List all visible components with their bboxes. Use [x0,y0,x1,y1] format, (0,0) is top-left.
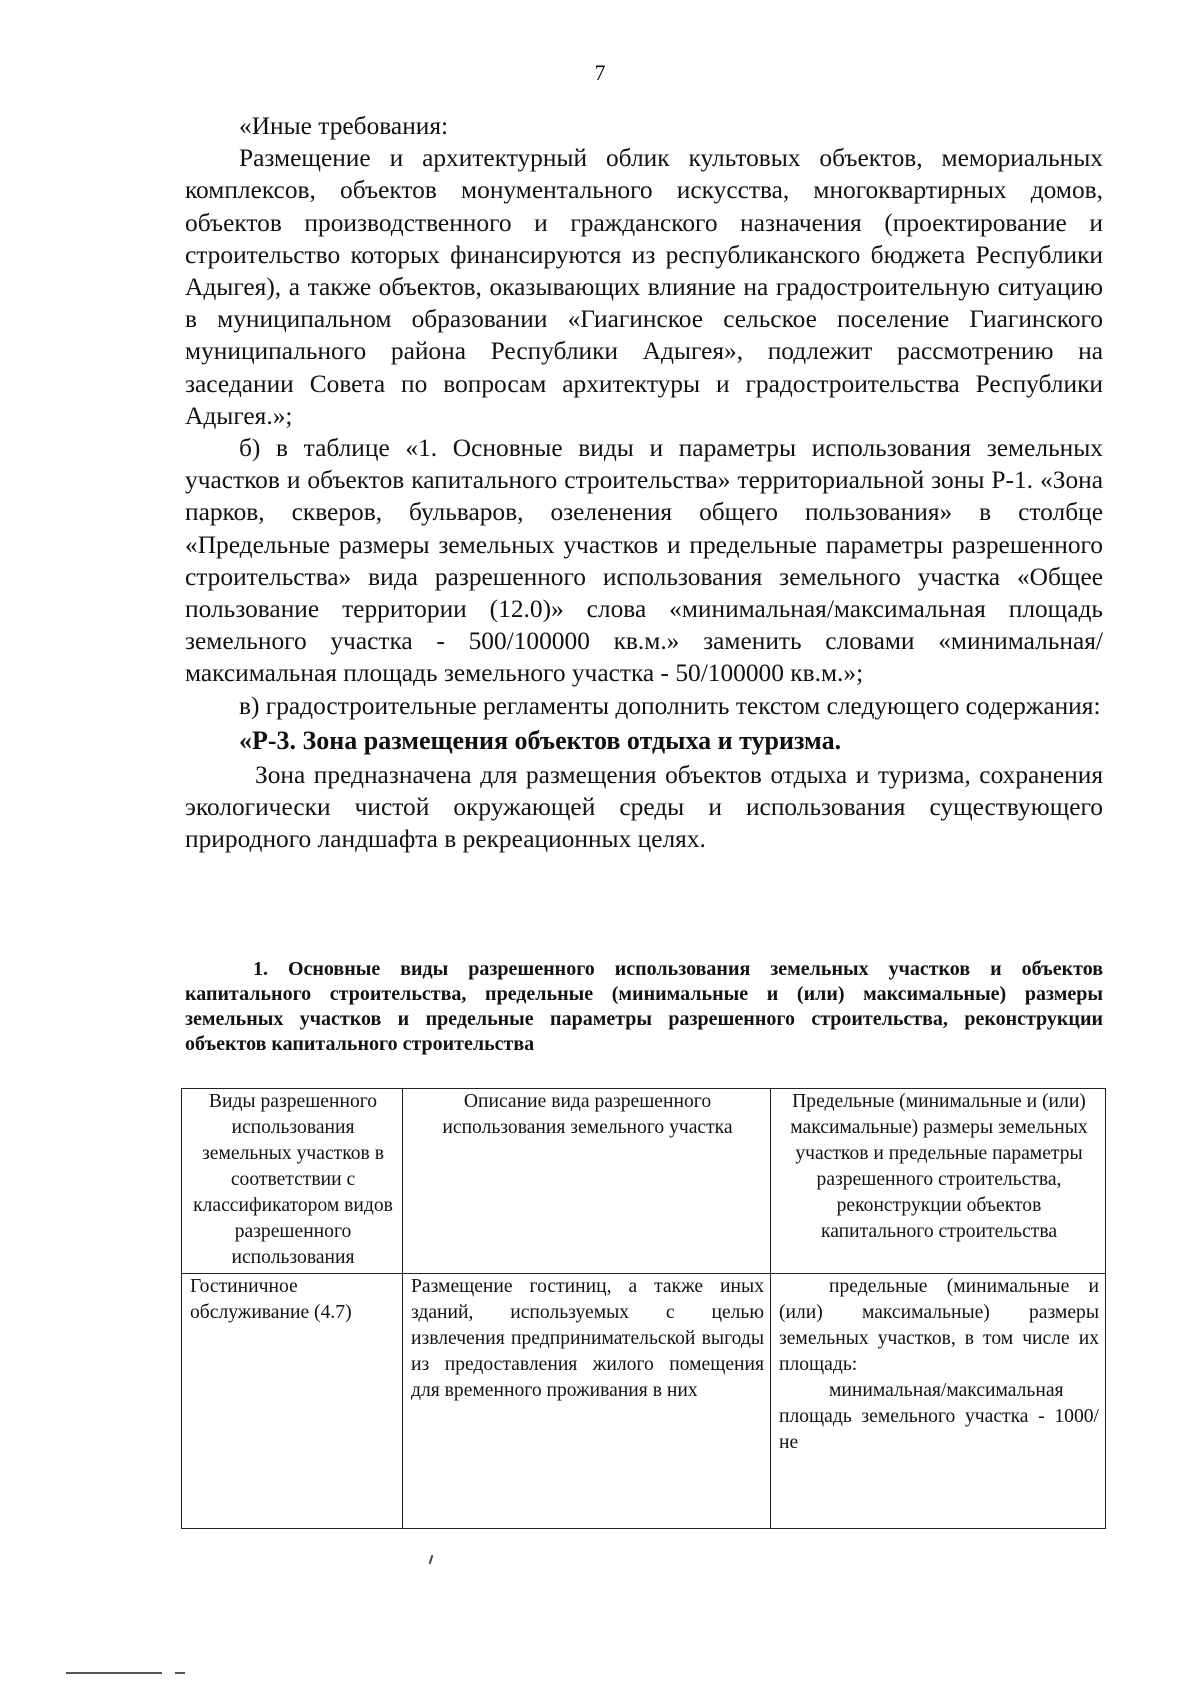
zone-description: Зона предназначена для размещения объектов отдыха и туризма, сохранения экологически чистой окружающей среды и использования существующего природного ландшафта в рекреационных целях. [185,761,1103,854]
cell-description: Размещение гостиниц, а также иных зданий, используемых с целью извлечения предпринимательской выгоды из предоставления жилого помещения для временного проживания в них [403,1274,771,1529]
document-body [185,110,1103,856]
regulations-table [181,1088,1106,1529]
paragraph-amendment-v: в) градостроительные регламенты дополнить текстом следующего содержания: [239,691,1101,720]
zone-heading: «Р-3. Зона размещения объектов отдыха и туризма. [239,725,842,755]
column-header-use-type: Виды разрешенного использования земельных участков в соответствии с классификатором видов разрешенного использования [182,1089,403,1274]
paragraph-other-requirements-title: «Иные требования: [239,112,449,140]
cell-limits [771,1274,1106,1529]
paragraph-amendment-b: б) в таблице «1. Основные виды и параметры использования земельных участков и объектов капитального строительства» территориальной зоны Р-1. «Зона парков, скверов, бульваров, озеленения общего пользования» в столбце «Предельные размеры земельных участков и предельные параметры разрешенного строительства» вида разрешенного использования земельного участка «Общее пользование территории (12.0)» слова «минимальная/максимальная площадь земельного участка - 500/100000 кв.м.» заменить словами «минимальная/максимальная площадь земельного участка - 50/100000 кв.м.»; [185,434,1103,688]
footer-rule [66,1672,162,1674]
scan-mark [429,1555,434,1564]
page-number: 7 [594,60,606,85]
column-header-description: Описание вида разрешенного использования земельного участка [403,1089,771,1274]
table-row [182,1274,1106,1529]
column-header-limits: Предельные (минимальные и (или) максимальные) размеры земельных участков и предельные параметры разрешенного строительства, реконструкции объектов капитального строительства [771,1089,1106,1274]
paragraph-other-requirements-text: Размещение и архитектурный облик культовых объектов, мемориальных комплексов, объектов монументального искусства, многоквартирных домов, объектов производственного и гражданского назначения (проектирование и строительство которых финансируются из республиканского бюджета Республики Адыгея), а также объектов, оказывающих влияние на градостроительную ситуацию в муниципальном образовании «Гиагинское сельское поселение Гиагинского муниципального района Республики Адыгея», подлежит рассмотрению на заседании Совета по вопросам архитектуры и градостроительства Республики Адыгея.»; [185,144,1103,430]
table-heading: 1. Основные виды разрешенного использования земельных участков и объектов капитального строительства, предельные (минимальные и (или) максимальные) размеры земельных участков и предельные параметры разрешенного строительства, реконструкции объектов капитального строительства [185,958,1103,1055]
table-header-row [182,1089,1106,1274]
footer-rule-short [175,1672,185,1674]
cell-limits-intro: предельные (минимальные и (или) максимальные) размеры земельных участков, в том числе их площадь: [779,1276,1099,1375]
cell-limits-area: минимальная/максимальная площадь земельного участка - 1000/не [779,1380,1099,1453]
cell-use-type: Гостиничное обслуживание (4.7) [182,1274,403,1529]
